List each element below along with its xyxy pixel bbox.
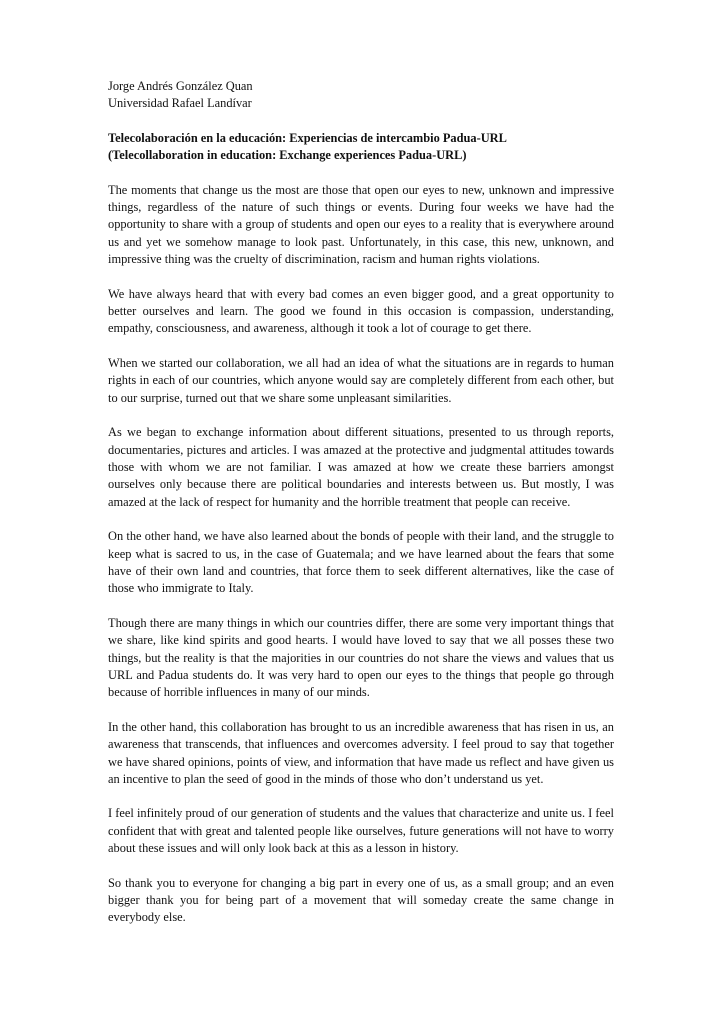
title-spanish: Telecolaboración en la educación: Experiencias de intercambio Padua-URL bbox=[108, 130, 507, 145]
body-paragraph: In the other hand, this collaboration has brought to us an incredible awareness that has risen in us, an awareness that transcends, that influences and overcomes adversity. I feel proud to say that together we have shared opinions, points of view, and information that have made us reflect and have given us an incentive to plan the seed of good in the minds of those who don’t understand us yet. bbox=[108, 719, 614, 786]
title-english: (Telecollaboration in education: Exchange experiences Padua-URL) bbox=[108, 148, 467, 163]
body-paragraph: I feel infinitely proud of our generation of students and the values that characterize and unite us. I feel confident that with great and talented people like ourselves, future generations will not have to worry about these issues and will only look back at this as a lesson in history. bbox=[108, 806, 614, 856]
author-name: Jorge Andrés González Quan bbox=[108, 79, 253, 93]
body-paragraph: The moments that change us the most are those that open our eyes to new, unknown and impressive things, regardless of the nature of such things or events. During four weeks we have had the opportunity to share with a group of students and open our eyes to a reality that is everywhere around us and yet we somehow manage to look past. Unfortunately, in this case, this new, unknown, and impressive thing was the cruelty of discrimination, racism and human rights violations. bbox=[108, 182, 614, 267]
body-paragraph: When we started our collaboration, we all had an idea of what the situations are in regards to human rights in each of our countries, which anyone would say are completely different from each other, but to our surprise, turned out that we share some unpleasant similarities. bbox=[108, 355, 614, 405]
author-block bbox=[108, 78, 614, 113]
body-paragraph: So thank you to everyone for changing a big part in every one of us, as a small group; and an even bigger thank you for being part of a movement that will someday create the same change in everybody else. bbox=[108, 875, 614, 925]
body-paragraph: On the other hand, we have also learned about the bonds of people with their land, and the struggle to keep what is sacred to us, in the case of Guatemala; and we have learned about the fears that some have of their own land and countries, that force them to seek different alternatives, like the case of those who immigrate to Italy. bbox=[108, 529, 614, 596]
body-paragraph: Though there are many things in which our countries differ, there are some very important things that we share, like kind spirits and good hearts. I would have loved to say that we all posses these two things, but the reality is that the majorities in our countries do not share the views and values that us URL and Padua students do. It was very hard to open our eyes to the things that people go through because of horrible influences in many of our minds. bbox=[108, 615, 614, 700]
body-paragraph: As we began to exchange information about different situations, presented to us through reports, documentaries, pictures and articles. I was amazed at the protective and judgmental attitudes towards those with whom we are not familiar. I was amazed at how we create these barriers amongst ourselves only because there are political boundaries and interests between us. But mostly, I was amazed at the lack of respect for humanity and the horrible treatment that people can receive. bbox=[108, 425, 614, 509]
body-paragraph: We have always heard that with every bad comes an even bigger good, and a great opportunity to better ourselves and learn. The good we found in this occasion is compassion, understanding, empathy, consciousness, and awareness, although it took a lot of courage to get there. bbox=[108, 286, 614, 336]
author-affiliation: Universidad Rafael Landívar bbox=[108, 96, 252, 111]
document-title bbox=[108, 130, 614, 165]
document-page bbox=[108, 78, 614, 927]
